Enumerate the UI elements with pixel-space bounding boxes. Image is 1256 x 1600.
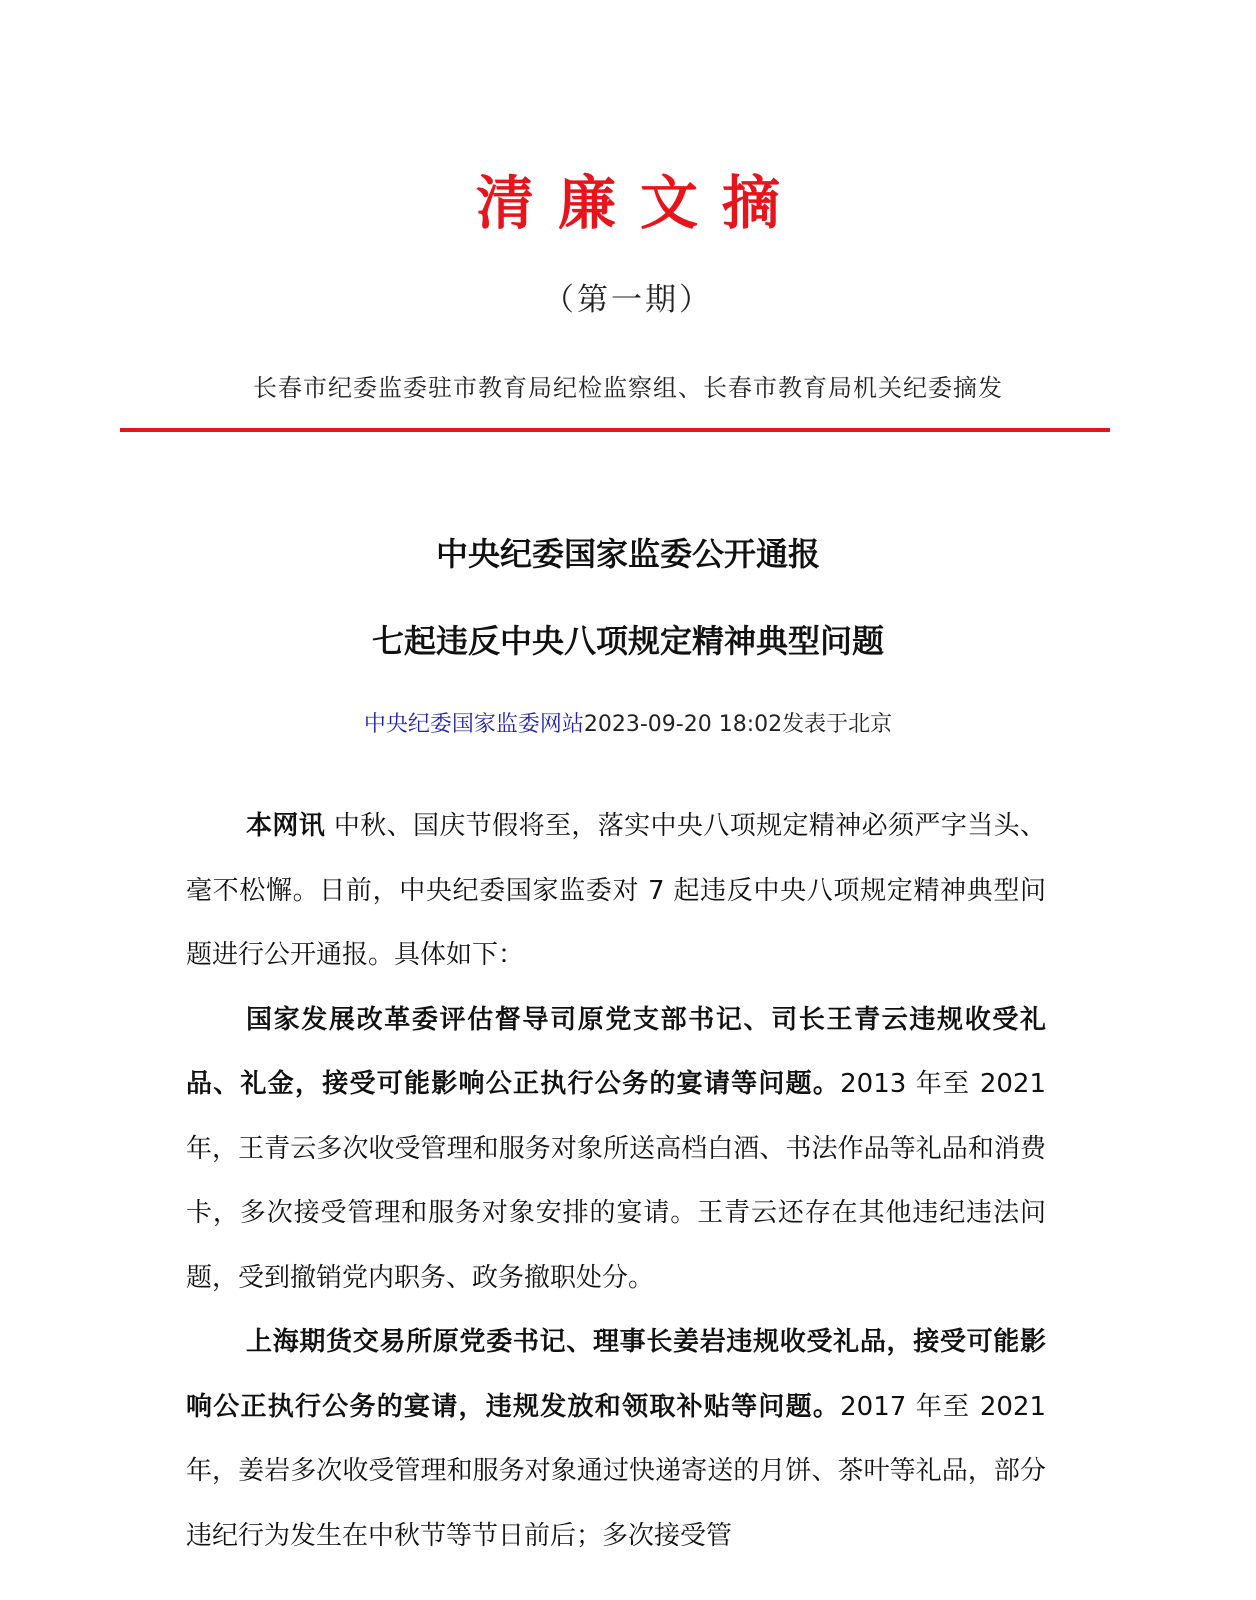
- masthead-title: 清廉文摘: [475, 169, 804, 237]
- article-title-line2: 七起违反中央八项规定精神典型问题: [371, 622, 884, 660]
- paragraph-lead: 上海期货交易所原党委书记、理事长姜岩违规收受礼品，接受可能影响公正执行公务的宴请，违规发放和领取补贴等问题。: [186, 1327, 1046, 1422]
- article-title-line1: 中央纪委国家监委公开通报: [435, 535, 820, 573]
- source-link[interactable]: 中央纪委国家监委网站: [363, 712, 584, 737]
- publisher-line: 长春市纪委监委驻市教育局纪检监察组、长春市教育局机关纪委摘发: [253, 374, 1003, 402]
- source-line: [0, 708, 1256, 742]
- paragraph-text: 2017 年至 2021 年，姜岩多次收受管理和服务对象通过快递寄送的月饼、茶叶等礼品，部分违纪行为发生在中秋节等节日前后；多次接受管: [186, 1391, 1046, 1551]
- publish-info: 2023-09-20 18:02发表于北京: [583, 712, 893, 737]
- article-body: [186, 794, 1046, 1568]
- paragraph-text: 2013 年至 2021 年，王青云多次收受管理和服务对象所送高档白酒、书法作品等礼品和消费卡，多次接受管理和服务对象安排的宴请。王青云还存在其他违纪违法问题，受到撤销党内职务、政务撤职处分。: [186, 1069, 1046, 1293]
- paragraph: [186, 1310, 1046, 1568]
- paragraph-lead: 国家发展改革委评估督导司原党支部书记、司长王青云违规收受礼品、礼金，接受可能影响公正执行公务的宴请等问题。: [186, 1004, 1046, 1099]
- paragraph: [186, 794, 1046, 988]
- red-divider: [120, 428, 1110, 432]
- paragraph-lead: 本网讯: [246, 811, 326, 841]
- paragraph: [186, 988, 1046, 1311]
- issue-number: （第一期）: [543, 282, 713, 318]
- paragraph-text: 中秋、国庆节假将至，落实中央八项规定精神必须严字当头、毫不松懈。日前，中央纪委国家监委对 7 起违反中央八项规定精神典型问题进行公开通报。具体如下：: [186, 811, 1046, 970]
